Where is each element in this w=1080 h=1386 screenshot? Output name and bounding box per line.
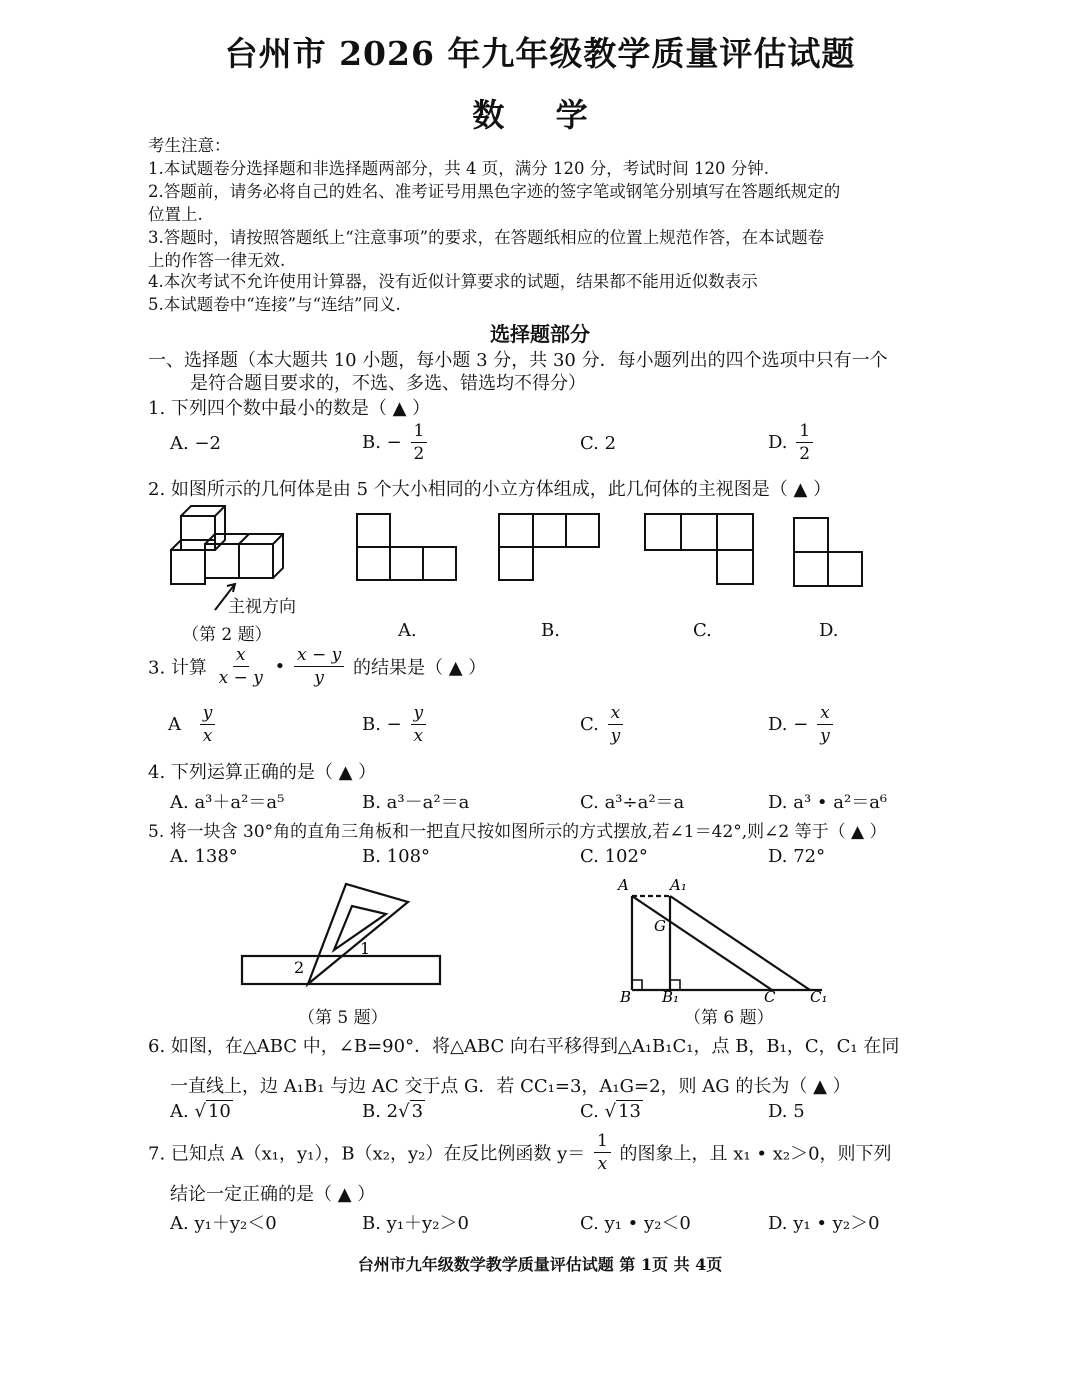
q3-option-a-label: A — [168, 714, 181, 735]
q1-option-a: A. −2 — [170, 433, 221, 454]
q3-d-numerator: x — [817, 702, 833, 725]
q2-option-a: A. — [398, 620, 417, 641]
q2-direction-label: 主视方向 — [228, 597, 296, 617]
q6-label-a: A — [618, 876, 629, 894]
q2-option-c: C. — [693, 620, 712, 641]
q3-a-denominator: x — [202, 726, 213, 746]
q6-label-c: C — [764, 988, 776, 1006]
q5-caption: （第 5 题） — [298, 1008, 388, 1028]
q3-dot: • — [274, 656, 286, 677]
q6-option-c-label: C. — [580, 1101, 599, 1122]
q5-option-d: D. 72° — [768, 846, 826, 867]
q5-option-b: B. 108° — [362, 846, 431, 867]
q7-option-d: D. y₁ • y₂＞0 — [768, 1213, 880, 1234]
q5-option-c: C. 102° — [580, 846, 648, 867]
q6-caption: （第 6 题） — [684, 1008, 774, 1028]
notice-item-2-cont: 位置上. — [148, 205, 203, 224]
q7-f-numerator: 1 — [594, 1130, 611, 1153]
q1-b-numerator: 1 — [411, 420, 428, 443]
q4-option-b: B. a³－a²＝a — [362, 792, 470, 813]
q6-b-radicand: 3 — [411, 1101, 424, 1122]
q1-option-c: C. 2 — [580, 433, 617, 454]
q6-label-b: B — [620, 988, 632, 1006]
q7-option-a: A. y₁＋y₂＜0 — [170, 1213, 277, 1234]
q5-figure — [238, 878, 444, 990]
q3-stem-post: 的结果是（ ▲ ） — [352, 657, 487, 679]
q6-label-a1: A₁ — [670, 876, 687, 894]
section-intro-cont: 是符合题目要求的，不选、多选、错选均不得分） — [190, 373, 586, 394]
q2-stem: 2. 如图所示的几何体是由 5 个大小相同的小立方体组成，此几何体的主视图是（ ▲ ） — [148, 479, 832, 500]
q1-d-numerator: 1 — [796, 420, 813, 443]
section-intro: 一、选择题（本大题共 10 小题，每小题 3 分，共 30 分．每小题列出的四个选项中只有一个 — [148, 350, 888, 371]
q6-figure — [612, 874, 834, 1006]
q3-f2-numerator: x − y — [294, 644, 344, 667]
exam-title: 台州市 2026 年九年级教学质量评估试题 — [224, 34, 856, 73]
q3-c-numerator: x — [608, 702, 624, 725]
q7-option-c: C. y₁ • y₂＜0 — [580, 1213, 691, 1234]
q6-option-c: C. √ 13 — [580, 1101, 641, 1122]
q5-label-2: 2 — [294, 958, 305, 977]
q2-view-b — [497, 512, 601, 582]
q5-option-a: A. 138° — [170, 846, 238, 867]
notice-item-1: 1.本试题卷分选择题和非选择题两部分，共 4 页，满分 120 分，考试时间 120 分钟. — [148, 159, 769, 178]
q6-c-radicand: 13 — [618, 1101, 641, 1122]
q3-c-denominator: y — [610, 726, 621, 746]
q3-option-b — [362, 702, 429, 747]
q3-stem — [148, 644, 486, 689]
q1-option-b — [362, 420, 430, 465]
notice-item-2: 2.答题前，请务必将自己的姓名、准考证号用黑色字迹的签字笔或钢笔分别填写在答题纸规定的 — [148, 182, 841, 201]
q7-stem-post: 的图象上，且 x₁ • x₂＞0，则下列 — [619, 1143, 892, 1165]
notice-item-3: 3.答题时，请按照答题纸上“注意事项”的要求，在答题纸相应的位置上规范作答，在本试题卷 — [148, 228, 825, 247]
q3-b-denominator: x — [413, 726, 424, 746]
q4-option-c: C. a³÷a²＝a — [580, 792, 685, 813]
notice-item-4: 4.本次考试不允许使用计算器，没有近似计算要求的试题，结果都不能用近似数表示 — [148, 272, 758, 291]
q2-view-a — [355, 512, 457, 582]
q2-view-d — [792, 516, 864, 588]
q6-stem-line-1: 6. 如图，在△ABC 中，∠B=90°．将△ABC 向右平移得到△A₁B₁C₁，点 B，B₁，C，C₁ 在同 — [148, 1036, 900, 1057]
q2-option-d: D. — [819, 620, 839, 641]
q1-b-denominator: 2 — [413, 444, 425, 464]
notice-heading: 考生注意： — [148, 136, 231, 155]
section-title: 选择题部分 — [490, 322, 590, 346]
q7-stem-pre: 7. 已知点 A（x₁，y₁），B（x₂，y₂）在反比例函数 y＝ — [148, 1143, 586, 1165]
q6-option-b-label: B. 2 — [362, 1101, 399, 1122]
q1-option-b-label: B. − — [362, 432, 402, 453]
q3-option-d — [768, 702, 836, 747]
q6-label-g: G — [654, 917, 666, 935]
q1-option-d — [768, 420, 816, 465]
q6-stem-line-2: 一直线上，边 A₁B₁ 与边 AC 交于点 G．若 CC₁=3，A₁G=2，则 AG 的长为（ ▲ ） — [170, 1076, 851, 1097]
q2-caption: （第 2 题） — [182, 625, 272, 645]
q4-option-a: A. a³＋a²＝a⁵ — [170, 792, 285, 813]
q3-stem-pre: 3. 计算 — [148, 657, 207, 679]
q6-label-c1: C₁ — [810, 988, 828, 1006]
q2-option-b: B. — [541, 620, 560, 641]
q3-option-c — [580, 702, 626, 747]
q1-stem: 1. 下列四个数中最小的数是（ ▲ ） — [148, 398, 431, 419]
q3-option-d-label: D. − — [768, 714, 809, 735]
q2-view-c — [643, 512, 755, 586]
q3-option-c-label: C. — [580, 714, 599, 735]
q7-option-b: B. y₁＋y₂＞0 — [362, 1213, 469, 1234]
q5-stem: 5. 将一块含 30°角的直角三角板和一把直尺按如图所示的方式摆放,若∠1＝42°,则∠2 等于（ ▲ ） — [148, 822, 887, 842]
q4-stem: 4. 下列运算正确的是（ ▲ ） — [148, 762, 377, 783]
q5-label-1: 1 — [360, 939, 371, 958]
q7-f-denominator: x — [597, 1154, 608, 1174]
q3-f1-numerator: x — [233, 644, 249, 667]
q6-option-a-label: A. — [170, 1101, 189, 1122]
q7-stem-line-1 — [148, 1130, 892, 1175]
q6-option-a: A. √ 10 — [170, 1101, 231, 1122]
q3-f2-denominator: y — [314, 668, 324, 688]
q7-stem-line-2: 结论一定正确的是（ ▲ ） — [170, 1184, 376, 1205]
q1-d-denominator: 2 — [799, 444, 811, 464]
q4-option-d: D. a³ • a²＝a⁶ — [768, 792, 888, 813]
q6-option-d: D. 5 — [768, 1101, 805, 1122]
q3-a-numerator: y — [200, 702, 216, 725]
q3-option-a — [168, 702, 218, 747]
notice-item-3-cont: 上的作答一律无效. — [148, 251, 286, 270]
q6-a-radicand: 10 — [207, 1101, 231, 1122]
q3-f1-denominator: x − y — [218, 668, 263, 688]
q6-label-b1: B₁ — [662, 988, 680, 1006]
page-footer: 台州市九年级数学教学质量评估试题 第 1页 共 4页 — [357, 1255, 723, 1274]
q3-b-numerator: y — [411, 702, 427, 725]
q3-d-denominator: y — [820, 726, 830, 746]
q6-option-b: B. 2√ 3 — [362, 1101, 424, 1122]
q3-option-b-label: B. − — [362, 714, 402, 735]
q1-option-d-label: D. — [768, 432, 788, 453]
notice-item-5: 5.本试题卷中“连接”与“连结”同义. — [148, 295, 401, 314]
subject-title: 数 学 — [472, 96, 608, 134]
